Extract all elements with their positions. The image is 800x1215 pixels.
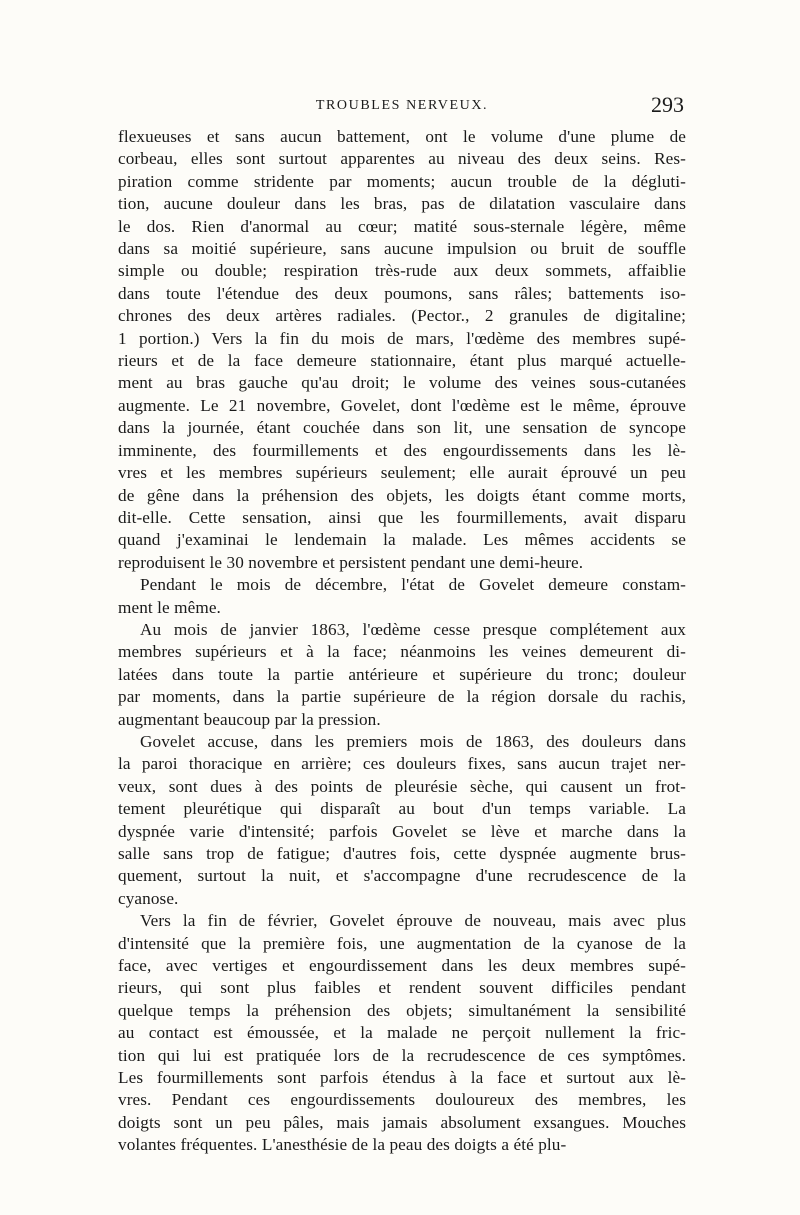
text-line: tion qui lui est pratiquée lors de la recrudescence de ces symptômes.	[118, 1045, 686, 1065]
text-line: flexueuses et sans aucun battement, ont le volume d'une plume de	[118, 127, 686, 146]
text-line: volantes fréquentes. L'anesthésie de la peau des doigts a été plu-	[118, 1135, 567, 1155]
text-line: augmente. Le 21 novembre, Govelet, dont l'œdème est le même, éprouve	[118, 395, 686, 415]
book-page	[118, 92, 686, 1157]
text-line: vres. Pendant ces engourdissements douloureux des membres, les	[118, 1090, 686, 1110]
text-line: corbeau, elles sont surtout apparentes au niveau des deux seins. Res-	[118, 149, 686, 169]
text-line: latées dans toute la partie antérieure et supérieure du tronc; douleur	[118, 664, 686, 684]
text-line: quement, surtout la nuit, et s'accompagne d'une recrudescence de la	[118, 866, 686, 886]
text-line: de gêne dans la préhension des objets, les doigts étant comme morts,	[118, 485, 686, 505]
text-line: dit-elle. Cette sensation, ainsi que les fourmillements, avait disparu	[118, 507, 686, 527]
text-line: par moments, dans la partie supérieure de la région dorsale du rachis,	[118, 687, 686, 707]
text-line: la paroi thoracique en arrière; ces douleurs fixes, sans aucun trajet ner-	[118, 754, 686, 774]
text-line: rieurs et de la face demeure stationnaire, étant plus marqué actuelle-	[118, 351, 686, 371]
text-line: dans la journée, étant couchée dans son lit, une sensation de syncope	[118, 418, 686, 438]
text-line: vres et les membres supérieurs seulement; elle aurait éprouvé un peu	[118, 463, 686, 483]
paragraph	[118, 619, 686, 731]
text-line: tement pleurétique qui disparaît au bout d'un temps variable. La	[118, 799, 686, 819]
text-line: chrones des deux artères radiales. (Pector., 2 granules de digitaline;	[118, 306, 686, 326]
text-line: Les fourmillements sont parfois étendus à la face et surtout aux lè-	[118, 1068, 686, 1088]
text-line: simple ou double; respiration très-rude aux deux sommets, affaiblie	[118, 261, 686, 281]
text-line: Vers la fin de février, Govelet éprouve de nouveau, mais avec plus	[140, 911, 686, 931]
text-line: d'intensité que la première fois, une augmentation de la cyanose de la	[118, 933, 686, 953]
text-line: ment au bras gauche qu'au droit; le volume des veines sous-cutanées	[118, 373, 686, 393]
text-line: quelque temps la préhension des objets; simultanément la sensibilité	[118, 1000, 686, 1020]
text-line: rieurs, qui sont plus faibles et rendent souvent difficiles pendant	[118, 978, 686, 998]
paragraph	[118, 731, 686, 910]
page-number: 293	[651, 92, 684, 117]
text-line: doigts sont un peu pâles, mais jamais absolument exsangues. Mouches	[118, 1112, 686, 1132]
text-line: cyanose.	[118, 888, 179, 908]
page-header	[118, 92, 686, 126]
text-line: reproduisent le 30 novembre et persistent pendant une demi-heure.	[118, 552, 584, 572]
text-line: Au mois de janvier 1863, l'œdème cesse presque complétement aux	[140, 619, 686, 639]
text-line: Pendant le mois de décembre, l'état de Govelet demeure constam-	[140, 575, 686, 595]
text-line: le dos. Rien d'anormal au cœur; matité sous-sternale légère, même	[118, 216, 686, 236]
text-line: dans sa moitié supérieure, sans aucune impulsion ou bruit de souffle	[118, 239, 686, 259]
text-line: membres supérieurs et à la face; néanmoins les veines demeurent di-	[118, 642, 686, 662]
text-line: face, avec vertiges et engourdissement dans les deux membres supé-	[118, 956, 686, 976]
text-line: veux, sont dues à des points de pleurésie sèche, qui causent un frot-	[118, 776, 686, 796]
text-line: au contact est émoussée, et la malade ne perçoit nullement la fric-	[118, 1023, 686, 1043]
paragraph	[118, 910, 686, 1156]
text-line: imminente, des fourmillements et des engourdissements dans les lè-	[118, 440, 686, 460]
text-line: quand j'examinai le lendemain la malade. Les mêmes accidents se	[118, 530, 686, 550]
text-line: Govelet accuse, dans les premiers mois de 1863, des douleurs dans	[140, 731, 686, 751]
text-line: 1 portion.) Vers la fin du mois de mars, l'œdème des membres supé-	[118, 328, 686, 348]
running-title: TROUBLES NERVEUX.	[315, 98, 489, 113]
text-line: tion, aucune douleur dans les bras, pas de dilatation vasculaire dans	[118, 194, 686, 214]
text-line: augmentant beaucoup par la pression.	[118, 709, 381, 729]
text-line: ment le même.	[118, 597, 221, 617]
text-line: salle sans trop de fatigue; d'autres fois, cette dyspnée augmente brus-	[118, 844, 686, 863]
paragraph	[118, 574, 686, 619]
text-line: piration comme stridente par moments; aucun trouble de la dégluti-	[118, 171, 686, 191]
text-line: dans toute l'étendue des deux poumons, sans râles; battements iso-	[118, 283, 686, 303]
body-text	[118, 126, 686, 1157]
paragraph	[118, 126, 686, 574]
text-line: dyspnée varie d'intensité; parfois Govelet se lève et marche dans la	[118, 821, 686, 841]
